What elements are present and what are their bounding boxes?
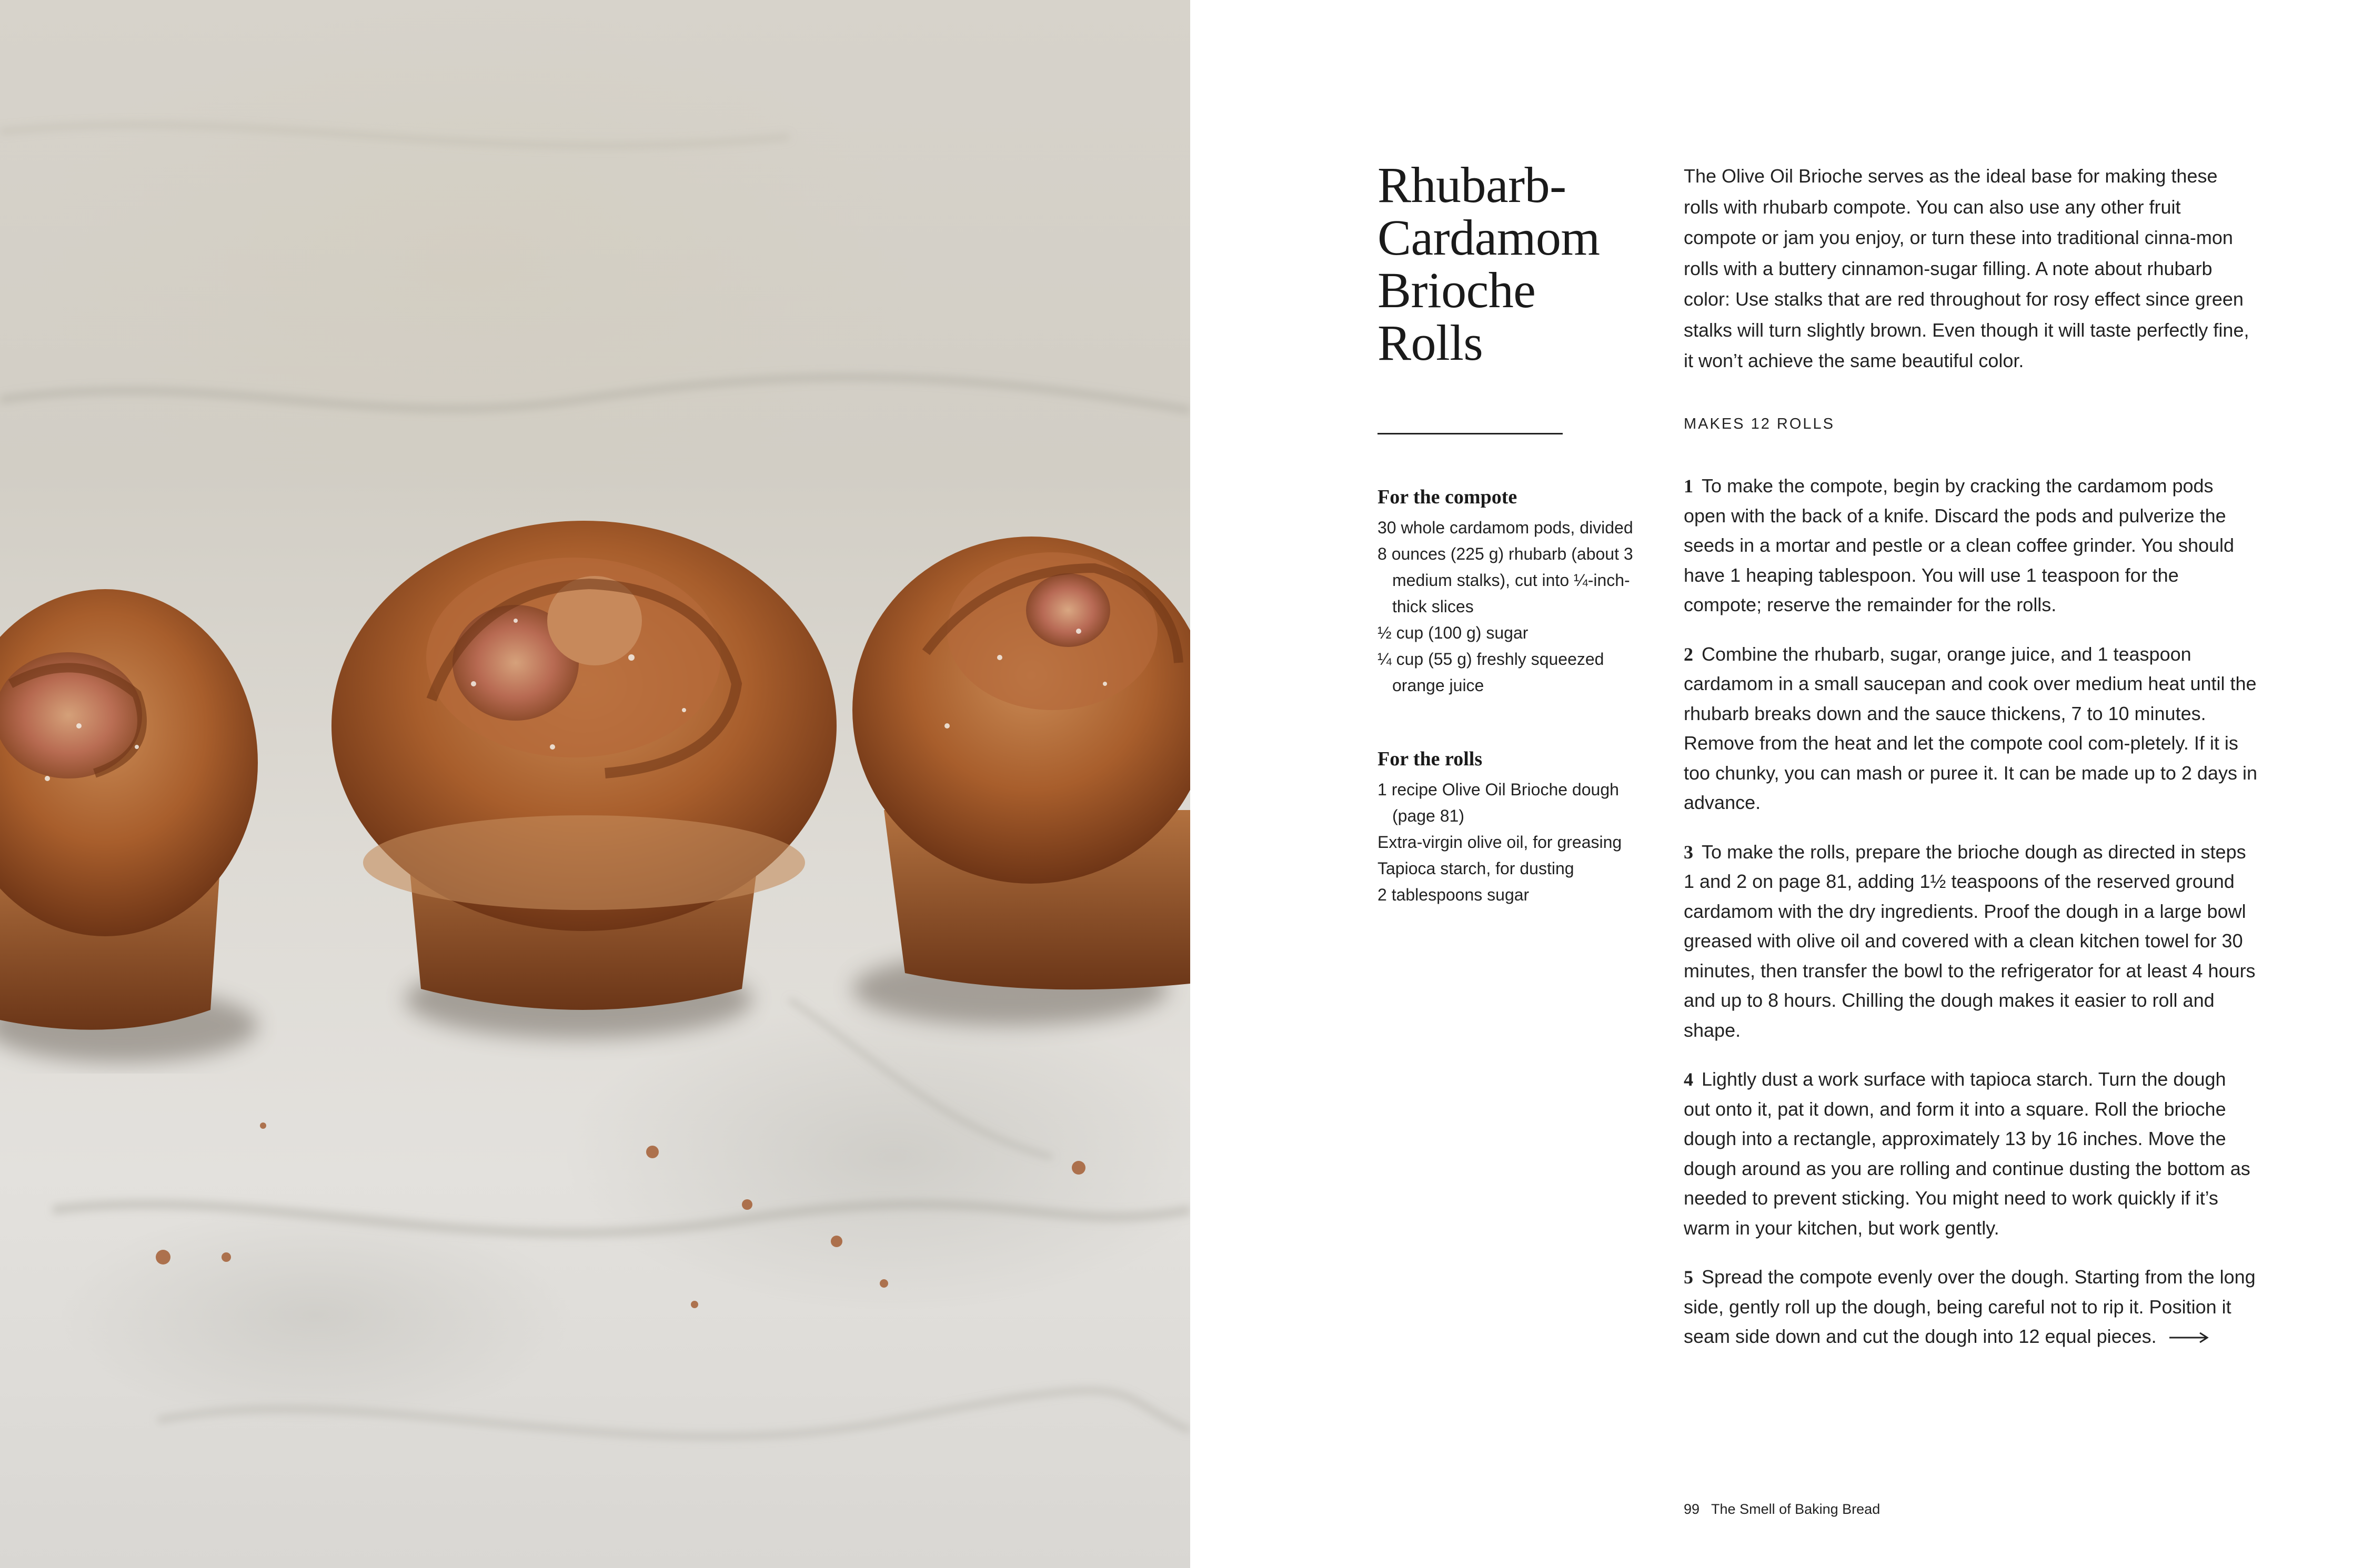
title-line: Brioche: [1377, 262, 1536, 318]
arrow-right-icon: [2168, 1323, 2209, 1353]
step-text: Lightly dust a work surface with tapioca starch. Turn the dough out onto it, pat it down, and form it into a square. Roll the brioche dough into a rectangle, approximately 13 by 16 inches. Move the dough around as you are rolling and continue dusting the bottom as needed to prevent sticking. You might need to work quickly if it’s warm in your kitchen, but work gently.: [1684, 1068, 2250, 1239]
brioche-roll-left: [0, 589, 258, 1030]
step-number: 2: [1684, 643, 1693, 665]
ingredient-item: 1 recipe Olive Oil Brioche dough (page 81): [1377, 780, 1619, 825]
recipe-step: [1684, 1262, 2257, 1353]
page-footer: [1684, 1501, 1880, 1518]
ingredient-item: ½ cup (100 g) sugar: [1377, 623, 1529, 642]
brioche-roll-center: [331, 521, 837, 1010]
ingredients-rolls: [1377, 747, 1651, 908]
ingredients-list: [1377, 776, 1651, 908]
ingredients-heading: For the rolls: [1377, 748, 1483, 770]
title-line: Cardamom: [1377, 209, 1600, 266]
ingredients-list: [1377, 514, 1651, 699]
recipe-yield: MAKES 12 ROLLS: [1684, 416, 1835, 432]
title-line: Rolls: [1377, 315, 1483, 371]
ingredient-item: Tapioca starch, for dusting: [1377, 859, 1574, 878]
step-text: Spread the compote evenly over the dough. Starting from the long side, gently roll up the dough, being careful not to rip it. Position it seam side down and cut the dough into 12 equal pieces.: [1684, 1266, 2256, 1347]
recipe-step: [1684, 1065, 2257, 1243]
recipe-steps: [1684, 471, 2257, 1372]
step-number: 3: [1684, 841, 1693, 863]
ingredients-heading: For the compote: [1377, 486, 1517, 508]
recipe-title: [1377, 159, 1672, 369]
recipe-intro: The Olive Oil Brioche serves as the ideal base for making these rolls with rhubarb compote. You can also use any other fruit compote or jam you enjoy, or turn these into traditional cinna-mon rolls with a buttery cinnamon-sugar filling. A note about rhubarb color: Use stalks that are red throughout for rosy effect since green stalks will turn slightly brown. Even though it will taste perfectly fine, it won’t achieve the same beautiful color.: [1684, 165, 2249, 371]
ingredients-compote: [1377, 485, 1651, 699]
ingredient-item: ¼ cup (55 g) freshly squeezed orange juice: [1377, 650, 1604, 695]
title-divider: [1377, 433, 1563, 434]
step-number: 5: [1684, 1267, 1693, 1288]
step-text: To make the rolls, prepare the brioche dough as directed in steps 1 and 2 on page 81, adding 1½ teaspoons of the reserved ground cardamom with the dry ingredients. Proof the dough in a large bowl greased with olive oil and covered with a clean kitchen towel for 30 minutes, then transfer the bowl to the refrigerator for at least 4 hours and up to 8 hours. Chilling the dough makes it easier to roll and shape.: [1684, 841, 2256, 1041]
ingredient-item: 30 whole cardamom pods, divided: [1377, 518, 1633, 537]
step-number: 4: [1684, 1069, 1693, 1090]
step-text: Combine the rhubarb, sugar, orange juice, and 1 teaspoon cardamom in a small saucepan and cook over medium heat until the rhubarb breaks down and the sauce thickens, 7 to 10 minutes. Remove from the heat and let the compote cool com-pletely. If it is too chunky, you can mash or puree it. It can be made up to 2 days in advance.: [1684, 643, 2257, 813]
step-text: To make the compote, begin by cracking the cardamom pods open with the back of a knife. Discard the pods and pulverize the seeds in a mortar and pestle or a clean coffee grinder. You should have 1 heaping tablespoon. You will use 1 teaspoon for the compote; reserve the remainder for the rolls.: [1684, 475, 2235, 615]
ingredient-item: 2 tablespoons sugar: [1377, 885, 1530, 904]
book-title: The Smell of Baking Bread: [1711, 1501, 1881, 1517]
title-line: Rhubarb-: [1377, 157, 1566, 213]
brioche-roll-right: [852, 537, 1190, 989]
recipe-step: [1684, 471, 2257, 620]
ingredient-item: Extra-virgin olive oil, for greasing: [1377, 833, 1622, 852]
recipe-step: [1684, 837, 2257, 1046]
ingredient-item: 8 ounces (225 g) rhubarb (about 3 medium stalks), cut into ¼-inch-thick slices: [1377, 544, 1633, 616]
step-number: 1: [1684, 476, 1693, 497]
recipe-step: [1684, 640, 2257, 818]
page-number: 99: [1684, 1501, 1700, 1517]
